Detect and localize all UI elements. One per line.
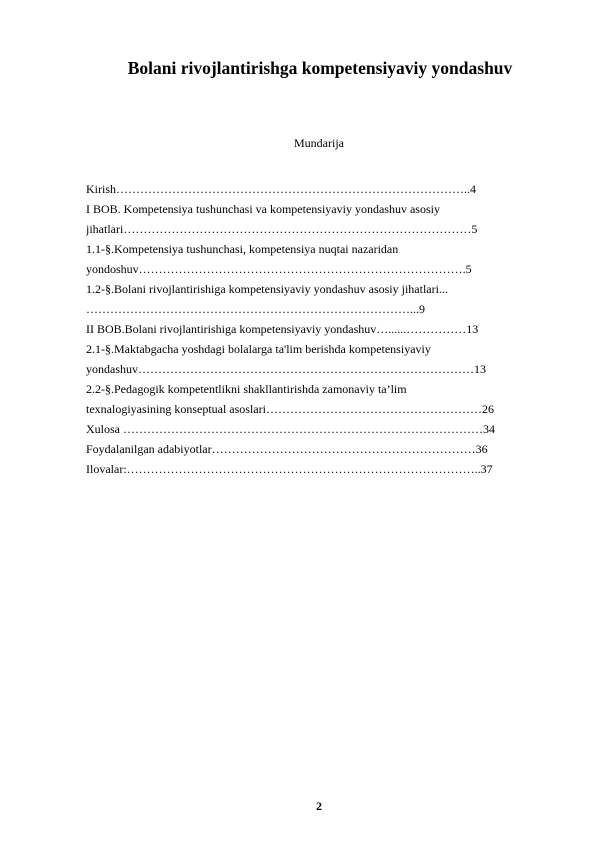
toc-line-section-2-1-cont: yondashuv…………………………………………………………………………13 — [86, 362, 486, 376]
toc-line-conclusion: Xulosa ………………………………………………………………………………34 — [86, 422, 495, 436]
toc-line-references: Foydalanilgan adabiyotlar…………………………………………………………36 — [86, 442, 488, 456]
toc-line-chapter-2: II BOB.Bolani rivojlantirishiga kompetensiyaviy yondashuv…......……………13 — [86, 322, 479, 336]
toc-line-section-2-2-cont: texnalogiyasining konseptual asoslari………………………………………………26 — [86, 402, 494, 416]
toc-line-chapter-1: I BOB. Kompetensiya tushunchasi va kompetensiyaviy yondashuv asosiy — [86, 202, 440, 216]
toc-heading: Mundarija — [294, 136, 344, 150]
table-of-contents — [86, 179, 556, 479]
toc-line-introduction: Kirish……………………………………………………………………………..4 — [86, 182, 476, 196]
toc-line-section-2-2: 2.2-§.Pedagogik kompetentlikni shakllantirishda zamonaviy ta’lim — [86, 382, 407, 396]
page-number: 2 — [316, 799, 322, 813]
toc-line-appendices: Ilovalar:……………………………………………………………………………..37 — [86, 462, 493, 476]
toc-line-chapter-1-cont: jihatlari……………………………………………………………………………5 — [86, 222, 478, 236]
toc-line-section-1-2: 1.2-§.Bolani rivojlantirishiga kompetensiyaviy yondashuv asosiy jihatlari... — [86, 282, 448, 296]
toc-line-section-2-1: 2.1-§.Maktabgacha yoshdagi bolalarga ta'lim berishda kompetensiyaviy — [86, 342, 431, 356]
toc-line-section-1-1: 1.1-§.Kompetensiya tushunchasi, kompetensiya nuqtai nazaridan — [86, 242, 399, 256]
toc-line-section-1-1-cont: yondoshuv……………………………………………………………………….5 — [86, 262, 472, 276]
document-title: Bolani rivojlantirishga kompetensiyaviy yondashuv — [127, 58, 513, 78]
toc-line-section-1-2-cont: ………………………………………………………………………...9 — [86, 302, 425, 316]
